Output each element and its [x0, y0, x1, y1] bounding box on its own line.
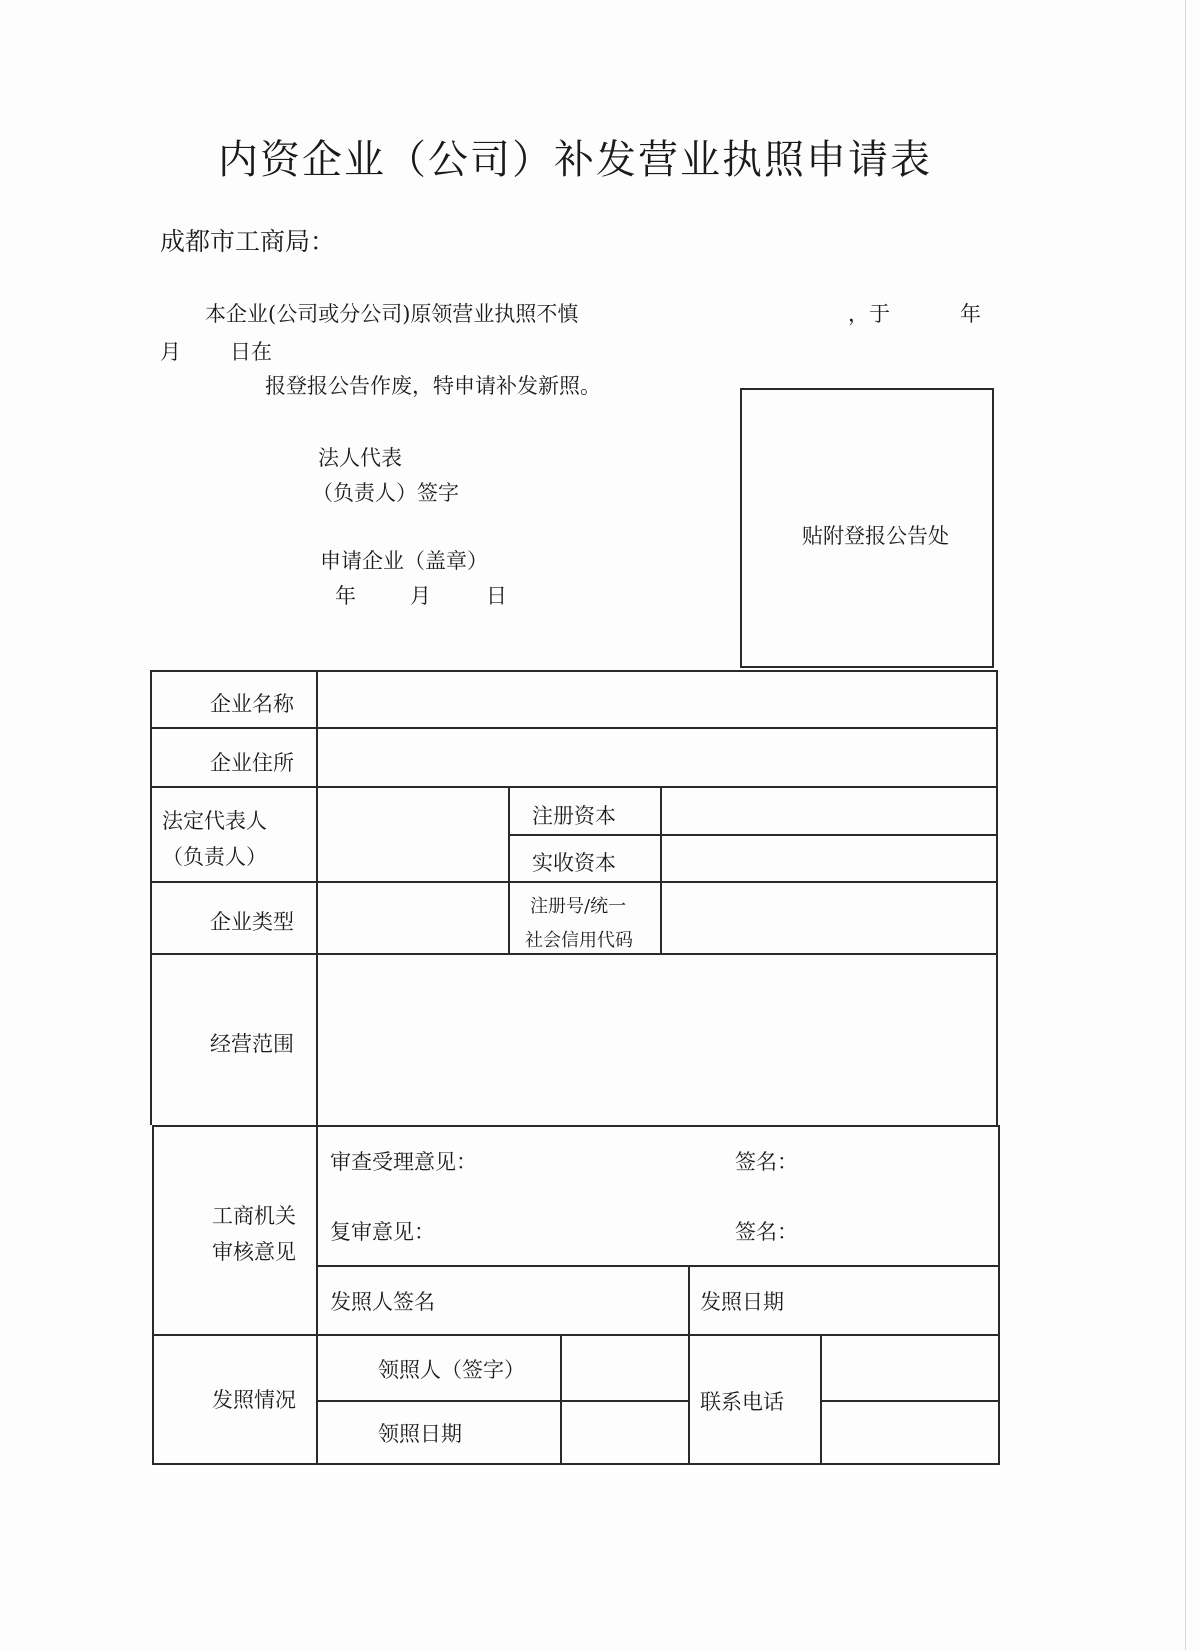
label-recipient-sign: 领照人（签字）: [378, 1358, 525, 1382]
label-business-scope: 经营范围: [210, 1032, 294, 1056]
date-year: 年: [335, 584, 356, 608]
label-issue-status: 发照情况: [212, 1388, 296, 1412]
date-day: 日: [486, 584, 507, 608]
label-reg-no: 注册号/统一: [530, 896, 627, 917]
applicant-seal-label: 申请企业（盖章）: [320, 549, 488, 573]
label-paid-capital: 实收资本: [532, 851, 616, 875]
label-issue-date: 发照日期: [700, 1290, 784, 1314]
label-registered-capital: 注册资本: [532, 804, 616, 828]
label-review-opinion-section: 审核意见: [212, 1240, 296, 1264]
attach-box-label: 贴附登报公告处: [802, 524, 949, 548]
intro-line1: 本企业(公司或分公司)原领营业执照不慎: [205, 302, 579, 326]
intro-comma-yu: ，于: [848, 302, 890, 326]
label-contact-phone: 联系电话: [700, 1390, 784, 1414]
label-acceptance-opinion: 审查受理意见：: [330, 1150, 477, 1174]
responsible-sign-label: （负责人）签字: [312, 481, 459, 505]
newspaper-notice-attach-box: [740, 388, 994, 668]
intro-year: 年: [960, 302, 981, 326]
label-company-type: 企业类型: [210, 910, 294, 934]
label-issuer-sign: 发照人签名: [330, 1290, 435, 1314]
intro-month: 月: [160, 340, 181, 364]
label-receive-date: 领照日期: [378, 1422, 462, 1446]
label-sign-2: 签名：: [735, 1220, 798, 1244]
label-legal-rep-responsible: （负责人）: [162, 845, 267, 869]
label-recheck-opinion: 复审意见：: [330, 1220, 435, 1244]
label-company-address: 企业住所: [210, 751, 294, 775]
label-legal-rep: 法定代表人: [162, 809, 267, 833]
addressee: 成都市工商局：: [160, 227, 336, 256]
intro-line3: 报登报公告作废，特申请补发新照。: [265, 374, 601, 398]
legal-rep-label: 法人代表: [318, 446, 402, 470]
label-company-name: 企业名称: [210, 692, 294, 716]
label-sign-1: 签名：: [735, 1150, 798, 1174]
label-credit-code: 社会信用代码: [525, 930, 633, 951]
label-review-authority: 工商机关: [212, 1204, 296, 1228]
intro-day-at: 日在: [230, 340, 272, 364]
scan-edge: [1185, 0, 1186, 1650]
page-title: 内资企业（公司）补发营业执照申请表: [218, 137, 932, 183]
date-month: 月: [410, 584, 431, 608]
